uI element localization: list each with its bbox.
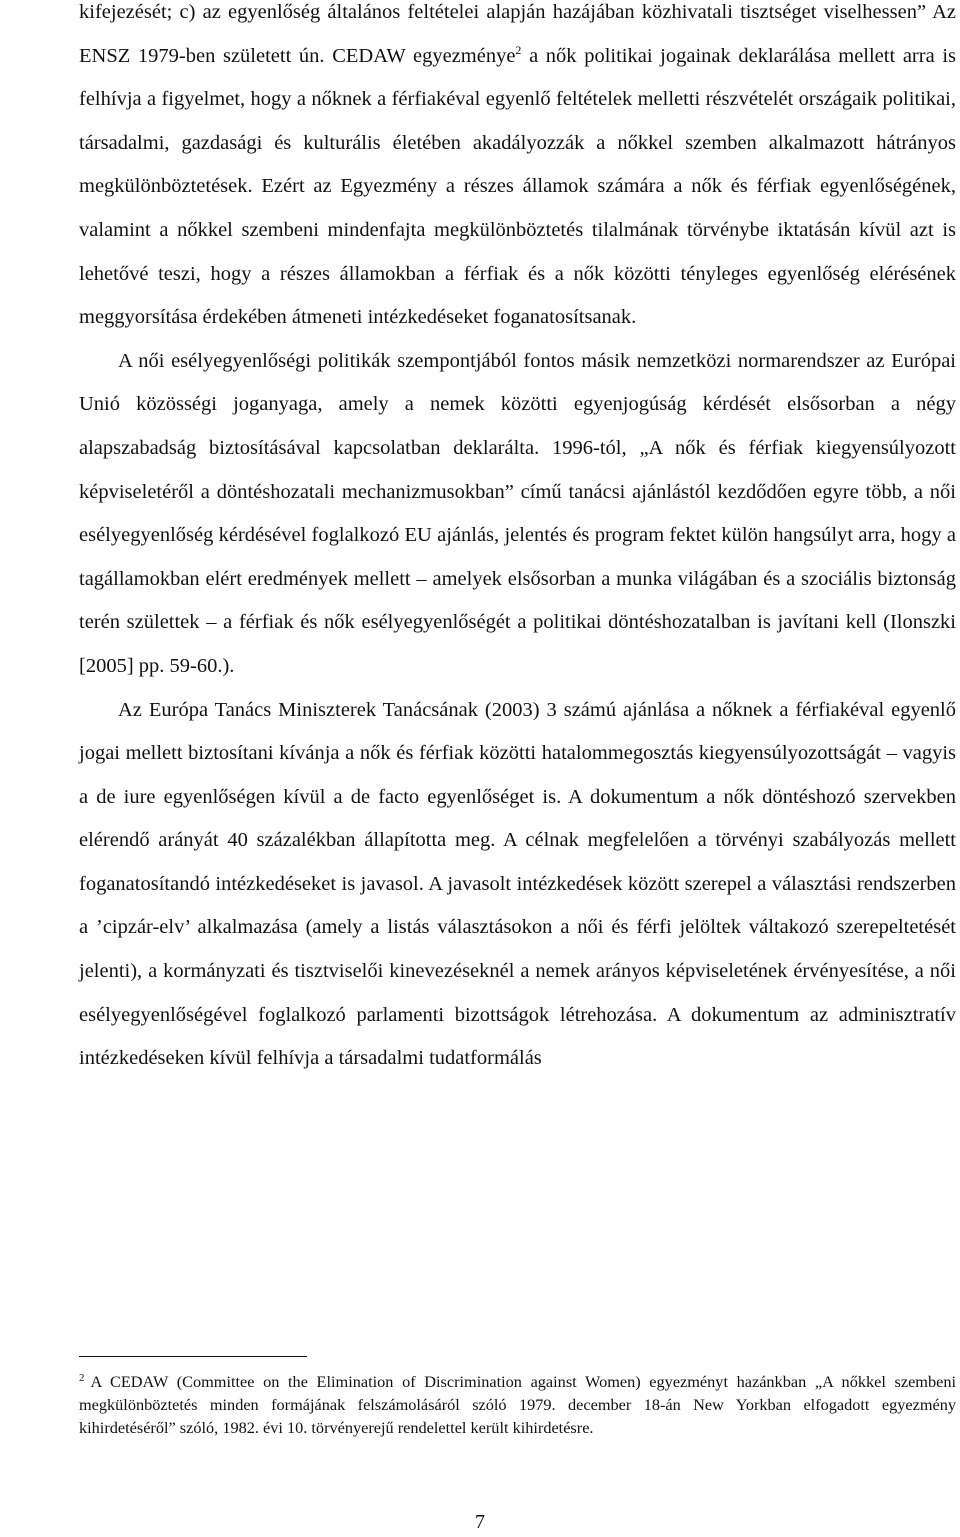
- footnote-reference[interactable]: 2: [515, 42, 522, 57]
- body-paragraph-1: [79, 0, 956, 340]
- footnote-mark: 2: [79, 1371, 85, 1384]
- body-paragraph-3: Az Európa Tanács Miniszterek Tanácsának (2003) 3 számú ajánlása a nőknek a férfiakéval egyenlő jogai mellett biztosítani kívánja a nők és férfiak közötti hatalommegosztás kiegyensúlyozottságát – vagyis a de iure egyenlőségen kívül a de facto egyenlőséget is. A dokumentum a nők döntéshozó szervekben elérendő arányát 40 százalékban állapította meg. A célnak megfelelően a törvényi szabályozás mellett foganatosítandó intézkedéseket is javasol. A javasolt intézkedések között szerepel a választási rendszerben a ’cipzár-elv’ alkalmazása (amely a listás választásokon a női és férfi jelöltek váltakozó szerepeltetését jelenti), a kormányzati és tisztviselői kinevezéseknél a nemek arányos képviseletének érvényesítése, a női esélyegyenlőségével foglalkozó parlamenti bizottságok létrehozása. A dokumentum az adminisztratív intézkedéseken kívül felhívja a társadalmi tudatformálás: [79, 698, 956, 1070]
- body-paragraph-2: A női esélyegyenlőségi politikák szempontjából fontos másik nemzetközi normarendszer az Európai Unió közösségi joganyaga, amely a nemek közötti egyenjogúság kérdését elsősorban a négy alapszabadság biztosításával kapcsolatban deklarálta. 1996-tól, „A nők és férfiak kiegyensúlyozott képviseletéről a döntéshozatali mechanizmusokban” című tanácsi ajánlástól kezdődően egyre több, a női esélyegyenlőség kérdésével foglalkozó EU ajánlás, jelentés és program fektet külön hangsúlyt arra, hogy a tagállamokban elért eredmények mellett – amelyek elsősorban a munka világában és a szociális biztonság terén születtek – a férfiak és nők esélyegyenlőségét a politikai döntéshozatalban is javítani kell (Ilonszki [2005] pp. 59-60.).: [79, 349, 956, 677]
- footnote-text: A CEDAW (Committee on the Elimination of Discrimination against Women) egyezményt hazánkban „A nőkkel szembeni megkülönböztetés minden formájának felszámolásáról szóló 1979. december 18-án New Yorkban elfogadott egyezmény kihirdetéséről” szóló, 1982. évi 10. törvényerejű rendelettel került kihirdetésre.: [79, 1372, 956, 1438]
- footnote: [79, 1370, 956, 1440]
- page-number: 7: [475, 1511, 485, 1533]
- document-page: [79, 0, 956, 1533]
- footnote-separator: [79, 1356, 307, 1357]
- paragraph-1-text-end: a nők politikai jogainak deklarálása mellett arra is felhívja a figyelmet, hogy a nőknek a férfiakéval egyenlő feltételek melletti részvételét országaik politikai, társadalmi, gazdasági és kulturális életében akadályozzák a nőkkel szemben alkalmazott hátrányos megkülönböztetések. Ezért az Egyezmény a részes államok számára a nők és férfiak egyenlőségének, valamint a nőkkel szembeni mindenfajta megkülönböztetés tilalmának törvénybe iktatásán kívül azt is lehetővé teszi, hogy a részes államokban a férfiak és a nők közötti tényleges egyenlőség elérésének meggyorsítása érdekében átmeneti intézkedéseket foganatosítsanak.: [79, 44, 956, 329]
- paragraph-1-text-start: kifejezését; c) az egyenlőség általános feltételei alapján hazájában közhivatali tisztséget viselhessen” Az ENSZ 1979-ben született ún. CEDAW egyezménye: [79, 1, 956, 67]
